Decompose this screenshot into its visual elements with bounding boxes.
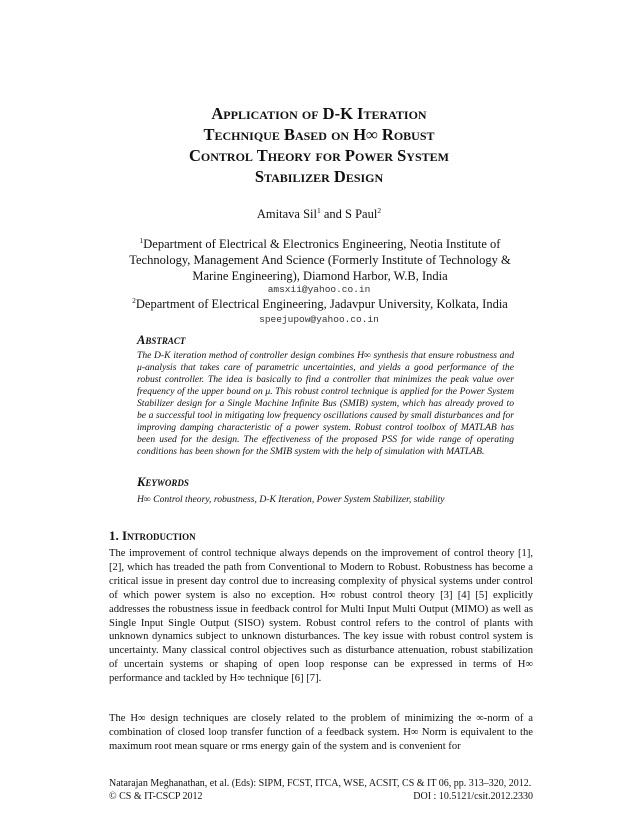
section-heading-introduction: 1. Introduction bbox=[109, 528, 196, 543]
affiliation-mark: 2 bbox=[132, 295, 136, 305]
author-name: and S Paul bbox=[320, 207, 378, 221]
paper-title bbox=[100, 103, 538, 187]
footer-citation: Natarajan Meghanathan, et al. (Eds): SIPM, FCST, ITCA, WSE, ACSIT, CS & IT 06, pp. 313–320, 2012. bbox=[109, 778, 532, 789]
affiliation-text: Department of Electrical Engineering, Jadavpur University, Kolkata, India bbox=[135, 297, 508, 311]
author-affiliation-mark: 2 bbox=[377, 205, 382, 215]
author-affiliation-mark: 1 bbox=[316, 205, 321, 215]
affiliation-1 bbox=[120, 236, 520, 284]
abstract-heading: Abstract bbox=[137, 333, 186, 347]
keywords-text: H∞ Control theory, robustness, D-K Iteration, Power System Stabilizer, stability bbox=[137, 494, 445, 505]
page-footer bbox=[109, 777, 533, 803]
footer-copyright: © CS & IT-CSCP 2012 bbox=[109, 791, 203, 802]
title-line: Stabilizer Design bbox=[254, 167, 384, 186]
affiliation-mark: 1 bbox=[139, 235, 144, 245]
affiliation-text: Department of Electrical & Electronics Engineering, Neotia Institute of Technology, Management And Science (Formerly Institute of Technology & Marine Engineering), Diamond Harbor, W.B, India bbox=[129, 237, 511, 283]
title-line: Technique Based on H∞ Robust bbox=[203, 125, 435, 144]
author-name: Amitava Sil bbox=[256, 207, 317, 221]
body-paragraph: The H∞ design techniques are closely related to the problem of minimizing the ∞-norm of a combination of closed loop transfer function of a feedback system. H∞ Norm is equivalent to the maximum root mean square or rms energy gain of the system and is convenient for bbox=[109, 713, 533, 752]
author-email[interactable]: speejupow@yahoo.co.in bbox=[259, 314, 379, 325]
affiliation-2 bbox=[100, 296, 540, 312]
title-line: Application of D-K Iteration bbox=[211, 104, 427, 123]
abstract-text: The D-K iteration method of controller design combines H∞ synthesis that ensure robustness and μ-analysis that takes care of parametric uncertainties, and yields a good performance of the robust controller. The idea is basically to find a controller that minimizes the peak value over frequency of the upper bound on μ. This robust control technique is applied for the Power System Stabilizer design for a Single Machine Infinite Bus (SMIB) system, which has already proved to be a successful tool in mitigating low frequency oscillations caused by small disturbances and for improving damping characteristic of a power system. Robust control toolbox of MATLAB has been used for the design. The effectiveness of the proposed PSS for wide range of operating conditions has been shown for the SMIB system with the help of simulation with MATLAB. bbox=[137, 350, 514, 457]
author-email[interactable]: amsxii@yahoo.co.in bbox=[267, 284, 371, 295]
title-line: Control Theory for Power System bbox=[189, 146, 449, 165]
keywords-heading: Keywords bbox=[137, 475, 189, 489]
body-paragraph: The improvement of control technique always depends on the improvement of control theory [1], [2], which has treaded the path from Conventional to Modern to Robust. Robustness has become a critical issue in present day control due to increasing complexity of physical systems under control of which power system is also no exception. H∞ robust control theory [3] [4] [5] explicitly addresses the robustness issue in feedback control for Multi Input Multi Output (MIMO) as well as Single Input Single Output (SISO) system. Robust control refers to the control of plants with unknown dynamics subject to unknown disturbances. The key issue with robust control system is uncertainty. Many classical control objectives such as disturbance attenuation, robust stabilization of uncertain systems or shaping of open loop response can be expressed in terms of H∞ performance and tackled by H∞ technique [6] [7]. bbox=[109, 548, 533, 685]
footer-doi[interactable]: DOI : 10.5121/csit.2012.2330 bbox=[413, 791, 533, 802]
author-list bbox=[0, 206, 638, 222]
